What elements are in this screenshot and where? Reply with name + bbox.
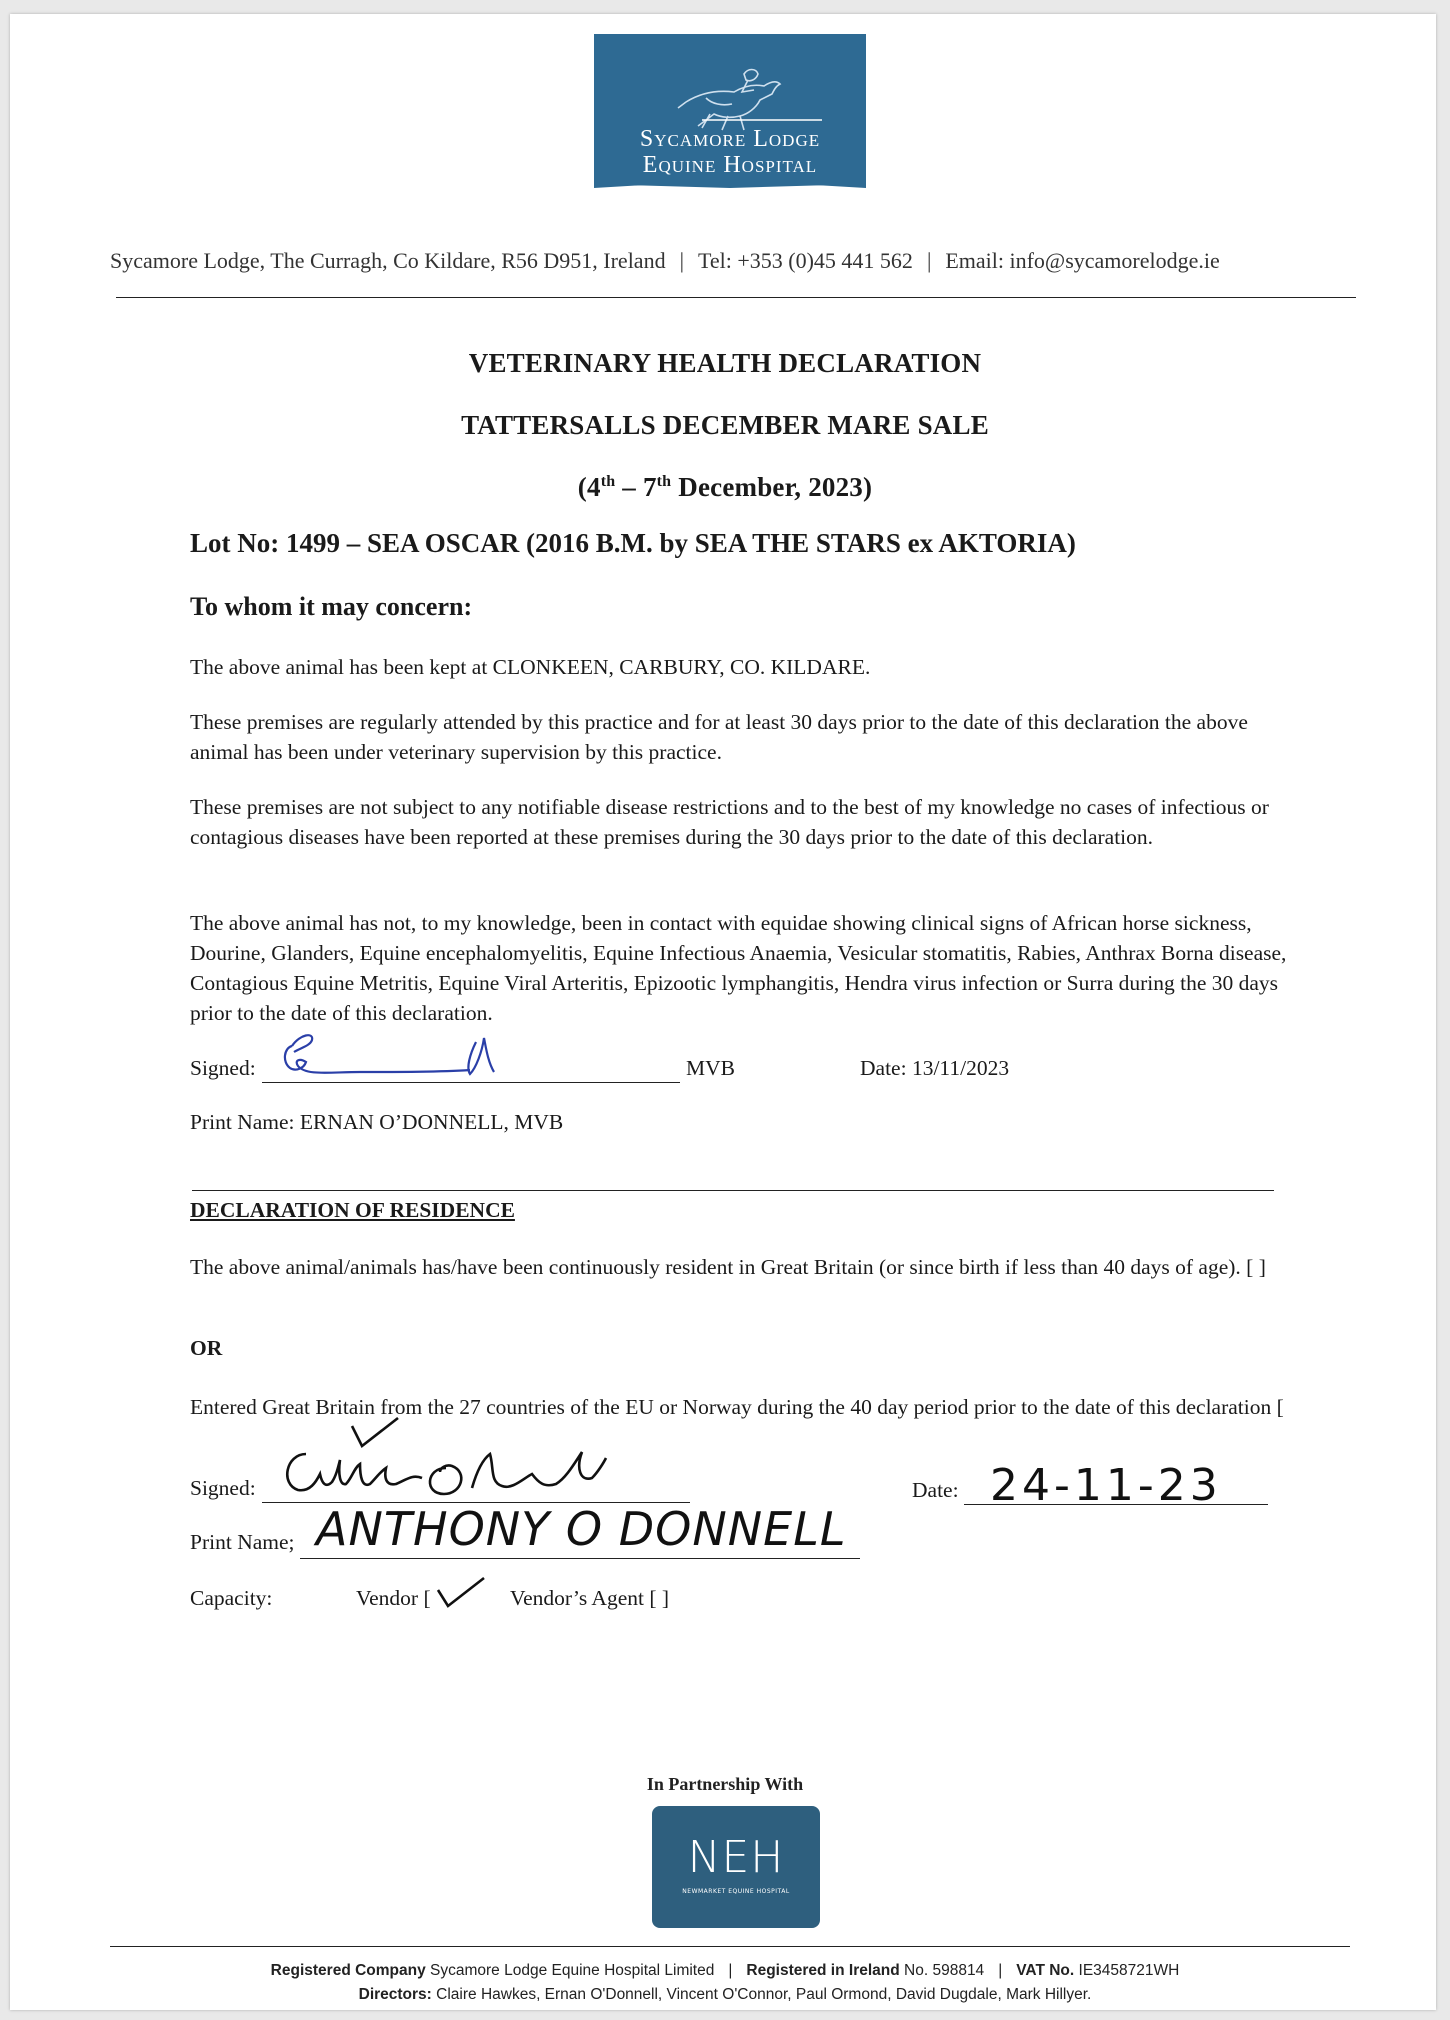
tel-text: Tel: +353 (0)45 441 562 [697, 248, 913, 273]
residence-heading: DECLARATION OF RESIDENCE [190, 1198, 515, 1222]
footer-directors: Directors: Claire Hawkes, Ernan O'Donnell, Vincent O'Connor, Paul Ormond, David Dugdale, Mark Hillyer. [358, 1986, 1092, 2003]
doc-title: VETERINARY HEALTH DECLARATION [468, 348, 982, 378]
sycamore-lodge-logo [594, 34, 866, 188]
vet-print-name: Print Name: ERNAN O’DONNELL, MVB [190, 1110, 564, 1134]
sale-dates: (4th – 7th December, 2023) [577, 472, 873, 502]
or-label: OR [190, 1336, 223, 1360]
lot-heading: Lot No: 1499 – SEA OSCAR (2016 B.M. by SEA THE STARS ex AKTORIA) [190, 528, 1076, 558]
vet-suffix: MVB [686, 1056, 735, 1080]
vendor-date-label: Date: [912, 1478, 959, 1502]
checkmark-vendor [432, 1572, 492, 1612]
vet-signature [270, 1028, 540, 1086]
address-text: Sycamore Lodge, The Curragh, Co Kildare, R56 D951, Ireland [110, 248, 666, 273]
residence-option-2: Entered Great Britain from the 27 countries of the EU or Norway during the 40 day period prior to the date of this declaration [ [190, 1395, 1284, 1419]
footer-divider [110, 1946, 1350, 1947]
vendors-agent-option: Vendor’s Agent [ ] [510, 1586, 670, 1610]
capacity-label: Capacity: [190, 1586, 273, 1610]
vendor-signature [276, 1438, 696, 1504]
neh-logo [652, 1806, 820, 1928]
vendor-box: [ [423, 1586, 431, 1610]
footer-registration: Registered Company Sycamore Lodge Equine Hospital Limited | Registered in Ireland No. 598814 | VAT No. IE3458721WH [270, 1962, 1180, 1979]
paragraph-diseases: The above animal has not, to my knowledge, been in contact with equidae showing clinical signs of African horse sickness, Dourine, Glanders, Equine encephalomyelitis, Equine Infectious Anaemia, Vesicular stomatitis, Rabies, Anthrax Borna disease, Contagious Equine Metritis, Equine Viral Arteritis, Epizootic lymphangitis, Hendra virus infection or Surra during the 30 days prior to the date of this declaration. [190, 911, 1287, 1025]
neh-logo-text: NEH [687, 1832, 785, 1883]
section-divider [192, 1190, 1274, 1191]
contact-line: Sycamore Lodge, The Curragh, Co Kildare, R56 D951, Ireland | Tel: +353 (0)45 441 562 | Email: info@sycamorelodge.ie [110, 248, 1220, 273]
paragraph-kept-at: The above animal has been kept at CLONKEEN, CARBURY, CO. KILDARE. [190, 655, 871, 679]
logo-text-line2: Equine Hospital [642, 152, 818, 178]
header-divider [116, 297, 1356, 298]
vendor-option: Vendor [ [356, 1586, 431, 1610]
option-2-box: [ [1276, 1395, 1284, 1419]
vendor-date-handwritten: 24-11-23 [990, 1460, 1222, 1511]
vendor-signed-label: Signed: [190, 1476, 256, 1500]
vendor-print-name-handwritten: ANTHONY O DONNELL [316, 1502, 847, 1556]
vet-signed-label: Signed: [190, 1056, 256, 1080]
logo-text-line1: Sycamore Lodge [639, 126, 821, 152]
salutation: To whom it may concern: [190, 592, 473, 621]
residence-option-1: The above animal/animals has/have been continuously resident in Great Britain (or since birth if less than 40 days of age). [ ] [190, 1255, 1266, 1279]
vet-date: Date: 13/11/2023 [860, 1056, 1010, 1080]
neh-logo-subtext: NEWMARKET EQUINE HOSPITAL [682, 1888, 790, 1895]
vendor-print-label: Print Name; [190, 1530, 295, 1554]
sale-title: TATTERSALLS DECEMBER MARE SALE [461, 410, 989, 440]
vendor-print-line [300, 1558, 860, 1559]
paragraph-supervision: These premises are regularly attended by this practice and for at least 30 days prior to the date of this declaration the above animal has been under veterinary supervision by this practice. [190, 710, 1248, 764]
partnership-label: In Partnership With [646, 1774, 804, 1794]
email-text: Email: info@sycamorelodge.ie [945, 248, 1220, 273]
paragraph-restrictions: These premises are not subject to any notifiable disease restrictions and to the best of my knowledge no cases of infectious or contagious diseases have been reported at these premises during the 30 days prior to the date of this declaration. [190, 795, 1269, 849]
